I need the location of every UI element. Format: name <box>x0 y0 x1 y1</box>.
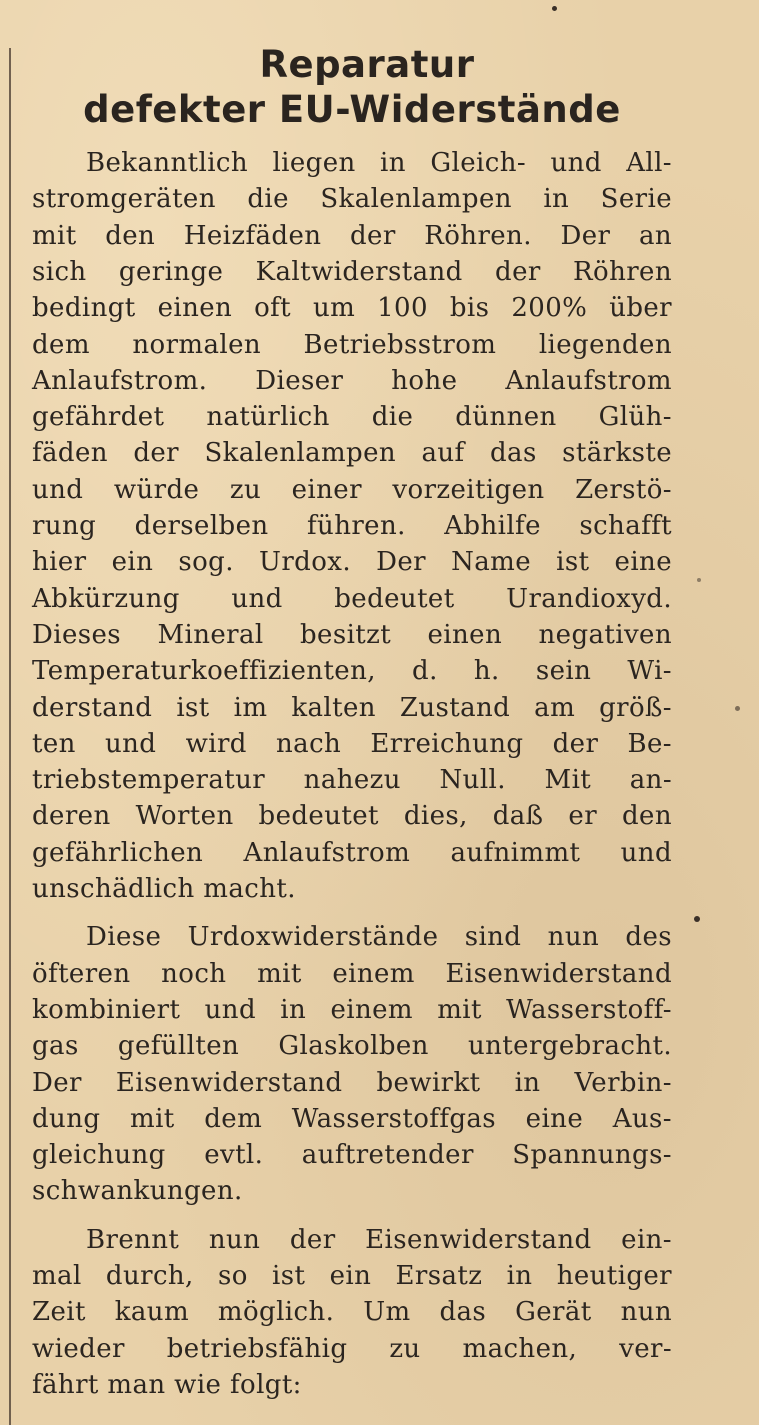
column-rule <box>9 48 11 1425</box>
paragraph-3 <box>32 1222 672 1403</box>
paragraph-1 <box>32 145 672 907</box>
text-line: Brennt nun der Eisenwiderstand ein- <box>86 1224 672 1255</box>
text-line: Abkürzung und bedeutet Urandioxyd. <box>32 583 672 614</box>
text-line: mal durch, so ist ein Ersatz in heutiger <box>32 1261 672 1291</box>
text-line: sich geringe Kaltwiderstand der Röhren <box>32 256 672 287</box>
text-line: Temperaturkoeffizienten, d. h. sein Wi- <box>32 656 672 687</box>
text-line: Diese Urdoxwiderstände sind nun des <box>86 922 672 953</box>
print-speck <box>694 916 700 922</box>
article <box>32 44 672 1403</box>
text-line: Bekanntlich liegen in Gleich- und All- <box>86 148 672 179</box>
text-line: wieder betriebsfähig zu machen, ver- <box>32 1333 672 1364</box>
text-line: derstand ist im kalten Zustand am größ- <box>32 692 672 723</box>
text-line: Dieses Mineral besitzt einen negativen <box>32 619 672 650</box>
print-speck <box>735 706 740 711</box>
text-line: schwankungen. <box>32 1176 243 1207</box>
text-line: Anlaufstrom. Dieser hohe Anlaufstrom <box>32 365 672 396</box>
text-line: rung derselben führen. Abhilfe schafft <box>32 511 672 542</box>
text-line: gas gefüllten Glaskolben untergebracht. <box>32 1031 672 1062</box>
text-line: hier ein sog. Urdox. Der Name ist eine <box>32 547 672 578</box>
text-line: gefährlichen Anlaufstrom aufnimmt und <box>32 837 672 868</box>
text-line: Der Eisenwiderstand bewirkt in Verbin- <box>32 1067 672 1098</box>
text-line: dung mit dem Wasserstoffgas eine Aus- <box>32 1103 672 1134</box>
text-line: fährt man wie folgt: <box>32 1369 302 1400</box>
text-line: mit den Heizfäden der Röhren. Der an <box>32 220 672 251</box>
text-line: stromgeräten die Skalenlampen in Serie <box>32 184 672 215</box>
text-line: bedingt einen oft um 100 bis 200% über <box>32 293 672 324</box>
text-line: deren Worten bedeutet dies, daß er den <box>32 801 672 832</box>
text-line: dem normalen Betriebsstrom liegenden <box>32 329 672 360</box>
text-line: gleichung evtl. auftretender Spannungs- <box>32 1140 672 1171</box>
text-line: und würde zu einer vorzeitigen Zerstö- <box>32 474 672 505</box>
text-line: fäden der Skalenlampen auf das stärkste <box>32 438 672 469</box>
print-speck <box>697 578 701 582</box>
paragraph-gap <box>32 907 672 919</box>
text-line: gefährdet natürlich die dünnen Glüh- <box>32 402 672 433</box>
text-line: unschädlich macht. <box>32 874 296 905</box>
paragraph-2 <box>32 919 672 1209</box>
text-line: ten und wird nach Erreichung der Be- <box>32 728 672 759</box>
headline-line-1: Reparatur <box>259 43 475 86</box>
text-line: kombiniert und in einem mit Wasserstoff- <box>32 994 672 1025</box>
headline-line-2: defekter EU-Widerstände <box>83 87 621 131</box>
article-headline <box>32 44 672 131</box>
text-line: öfteren noch mit einem Eisenwiderstand <box>32 958 672 989</box>
print-speck <box>552 6 557 11</box>
text-line: Zeit kaum möglich. Um das Gerät nun <box>32 1297 672 1328</box>
text-line: triebstemperatur nahezu Null. Mit an- <box>32 765 672 796</box>
paragraph-gap <box>32 1210 672 1222</box>
